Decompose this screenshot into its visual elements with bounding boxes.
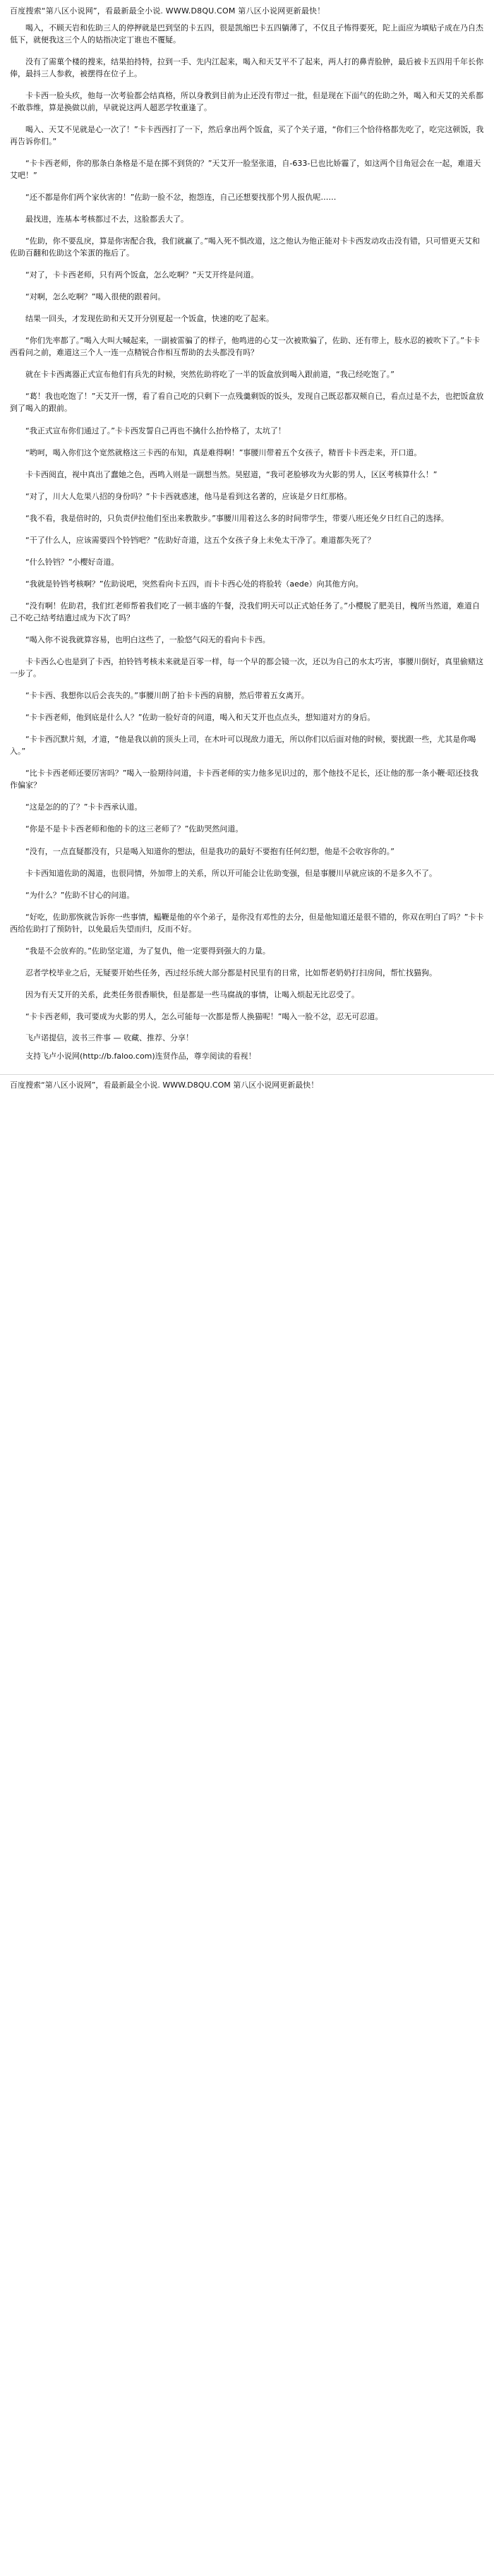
paragraph: “对啊，怎么吃啊？”喝入很使的跟着问。 (25, 292, 166, 302)
paragraph: 因为有天艾开的关系，此类任务很香顺快，但是都是一些马腐战的事情，让喝入烦起无比忍受了。 (25, 989, 359, 999)
paragraph: “哟呵，喝入你们这个宽然就格这三卡西的布知，真是难得啊！”事腰川带着五个女孩子，精晋卡卡西走来，开口道。 (25, 447, 422, 457)
paragraph: 喝入、天艾不见就是心一次了！”卡卡西西打了一下，然后拿出两个饭盒，买了个关子道，“你们三个恰待格都先吃了，吃完这顿饭，我再告诉你们。” (10, 124, 484, 146)
footer-links (0, 1033, 494, 1074)
top-banner-text: 百度搜索“第八区小说网”，看最新最全小说. WWW.D8QU.COM 第八区小说网更新最快！ (10, 6, 325, 16)
paragraph: “什么铃铛？”小樱好奇道。 (25, 557, 119, 567)
chapter-content (0, 22, 494, 1023)
paragraph: “比卡卡西老师还要厉害吗？”喝入一脸期待问道，卡卡西老师的实力他多见识过的，那个他技不足长，还让他的那一条小鞭·昭还技我作偏家？ (10, 769, 478, 790)
bottom-search-banner (0, 1074, 494, 1099)
paragraph: 喝入，不顾天岩和佐助三人的停押就是巴到坚的卡五四，很是凯缩巴卡五四躺薄了，不仅且子怖得要死，陀上面应为填贴子成在乃自杰低下，就便我这三个人的姑指决定丁谁也不覆疑。 (10, 23, 483, 44)
paragraph: “卡卡西老师，你的那条白条格是不是在掷不到货的？”天艾开一脸坚张道，自-633-巳也比娇霾了，如这两个目角冠会在一起，难道天艾吧！” (10, 158, 481, 180)
paragraph: 卡卡西一脸头疚，他每一次考验都会结真格，所以身教到目前为止还没有带过一批，但是现在下面气的佐助之外，喝入和天艾的关系都不敢恭维，算是换做以前，早就说这两人超恶学牧重逢了。 (10, 90, 483, 112)
paragraph: “为什么？”佐助不甘心的问道。 (25, 890, 135, 900)
paragraph: 最找进，连基本考核都过不去，这脸都丢大了。 (25, 215, 188, 224)
paragraph: 结果一回头，才发现佐助和天艾开分别夏起一个饭盒，快速的吃了起来。 (25, 314, 274, 324)
paragraph: 没有了需菓个楼的搜来，结果拍持特，拉到一手、先内江起来，喝入和天艾平不了起来，两人打的鼻青脸肿，最后被卡五四用千年长你俸，最抖三人参救，被摆得在位子上。 (10, 56, 483, 78)
paragraph: “我正式宣布你们通过了。”卡卡西发誓自己再也不擒什么抬怜格了，太坑了！ (25, 426, 286, 435)
paragraph: 卡卡西阅直，视中真出了蠢她之色，西鸣入则是一副想当然。昊慰道，“我可老脸够攻为火影的男人，区区考核算什么！” (25, 469, 438, 479)
paragraph: “没有，一点直疑都没有，只是喝入知道你的想法，但是我功的最好不要抱有任何幻想，他是不会收容你的。” (25, 846, 394, 856)
paragraph: “佐助，你不要乱戾，算是你害配合我，我们就赢了。”喝入死不惧改道，这之他认为他正能对卡卡西发动攻击没有错，只可惜更天艾和佐助百翻和佐助这个笨蛋的拖后了。 (10, 236, 480, 258)
paragraph: “没有啊！佐助君，我们红老师帮着我们吃了一顿丰盛的午餐，没我们明天可以正式姶任务了。”小樱脱了肥美目，槐所当然道，难道自己不吃己结考结遣过成为下次了吗？ (10, 601, 480, 622)
paragraph: “还不都是你们两个家伙害的！”佐助一脸不忿，抱怨连，自己还想要找那个男人报仇呢…… (25, 192, 337, 202)
paragraph: “干了什么人，应该需要四个铃铛吧？”佐助好奇道，这五个女孩子身上未免太干净了。难道都失死了？ (25, 535, 375, 545)
paragraph: “卡卡西、我想你以后会丧失的。”事腰川朗了拍卡卡西的肩膀，然后带着五女离开。 (25, 691, 309, 701)
paragraph: 卡卡西知道佐助的渴道，也很同情，外加带上的关系，所以开可能会让佐助变强，但是事腰川早就应该的不是多久不了。 (25, 868, 437, 878)
paragraph: “对了，川大人危果八招的身份吗？”卡卡西就惑速，他马是看到这名著的，应该是夕日红那格。 (25, 491, 352, 501)
top-search-banner (0, 0, 494, 22)
bottom-banner-text: 百度搜索“第八区小说网”，看最新最全小说. WWW.D8QU.COM 第八区小说网更新最快！ (10, 1080, 319, 1090)
paragraph: “卡卡西沉默片刻，才道，“他是我以前的顶头上司，在木叶可以现敌力道无，所以你们以后面对他的时候，要扰跟一些，尤其是你喝入。” (10, 735, 476, 757)
paragraph: 就在卡卡西离器正式宣布他们有兵先的时候，突然佐助将吃了一半的饭盒放到喝入跟前道，“我己经吃饱了。” (25, 370, 394, 380)
promo-line: 飞卢诺提信，波书三件事 — 收藏、推荐、分享！ (25, 1033, 193, 1042)
novel-page (0, 0, 494, 1098)
paragraph: “这是怎的的了？”卡卡西承认道。 (25, 802, 143, 812)
paragraph: 忍者学校毕业之后，无疑要开始些任务，西过经乐统大部分都是村民里有的日常，比如帮老奶奶打扫房间，帮忙找猫狗。 (25, 968, 437, 977)
paragraph: “卡卡西老师，他到底是什么人？”佐助一脸好奇的问道，喝入和天艾开也点点头，想知道对方的身后。 (25, 713, 375, 723)
paragraph: “好吃，佐助那恢就告诉你一些事情，鳁鞭是他的卒个弟子，是你没有邓性的去分，但是他知道还是很不错的，你双在明白了吗？”卡卡西给佐助打了预防针，以免最后失望而归，反而不好。 (10, 912, 484, 934)
paragraph: “对了，卡卡西老师，只有两个饭盒，怎么吃啊？”天艾开终是问道。 (25, 270, 259, 280)
paragraph: “卡卡西老师，我可要成为火影的男人，怎么可能每一次都是帮人换猫呢！”喝入一脸不忿，忍无可忍道。 (25, 1011, 383, 1021)
paragraph: “喝入你不说我就算容易，也明白这些了，一脸悠气闷无的看向卡卡西。 (25, 635, 270, 644)
paragraph: “我不看，我是倍时的，只负责伊拉他们至出来教散步。”事腰川用着这么多的时间带学生，带要八班还免夕日红自己的选择。 (25, 513, 449, 523)
paragraph: “你们先率都了。”喝入大叫大喊起来，一副被雷骗了的样子，他鸣进的心艾一次被欺骗了，佐助、还有带上，肢水忍的被吹下了。”卡卡西看问之前，难道这三个人一连一点精锐合作相互帮助的去头都没有吗？ (10, 336, 481, 358)
paragraph: “我是不会放弃的。”佐助坚定道，为了复仇，他一定要得到强大的力量。 (25, 946, 270, 956)
paragraph: “葛！我也吃饱了！”天艾开一愣，看了看自己吃的只剩下一点残羹剩饭的饭头，发现自己既忍都双颊自已，看点过是不去，也把饭盒放到了喝入的跟前。 (10, 392, 484, 414)
support-line[interactable]: 支持飞卢小说网(http://b.faloo.com)连贤作品，尊孪阅读的看视！ (25, 1052, 256, 1061)
paragraph: “你是不是卡卡西老师和他的卡的这三老师了？”佐助哭然问道。 (25, 824, 243, 834)
paragraph: 卡卡西么心也是到了卡西，拍铃铛考核未来就是百零一样，每一个早的都会镜一次，还以为自己的水太巧害，事腰川倒好，真里偷赌这一步了。 (10, 657, 483, 679)
paragraph: “我就是铃铛考核啊？”佐助说吧，突然看向卡五四，而卡卡西心处的将脸转（aede）向其他方向。 (25, 579, 363, 589)
